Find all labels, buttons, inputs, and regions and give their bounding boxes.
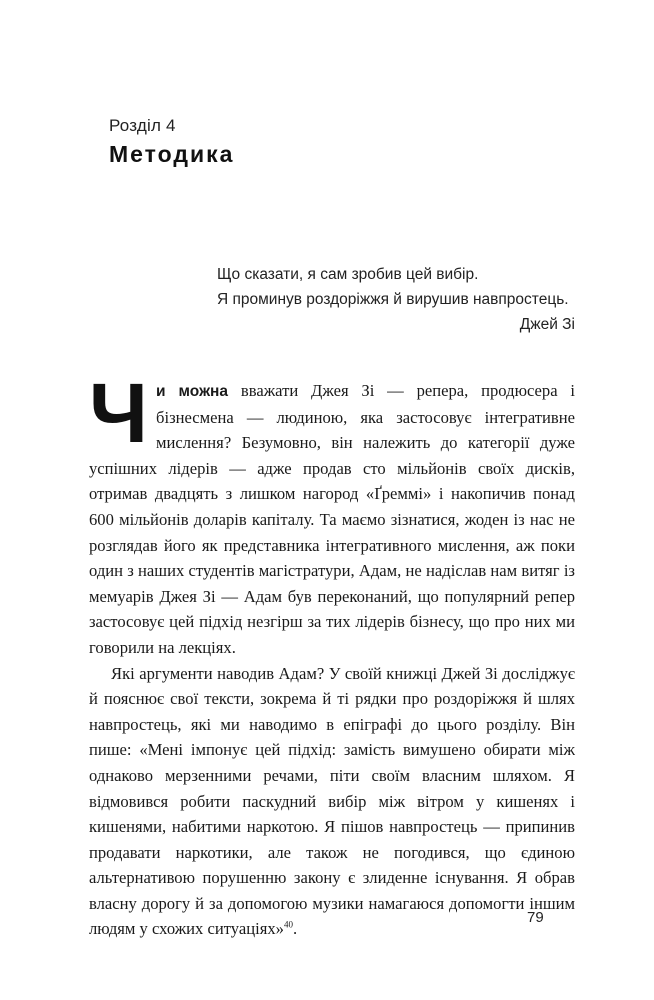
page-number: 79 [527,909,544,926]
lead-words: и можна [156,383,229,400]
paragraph-1-text: вважати Джея Зі — репера, продюсера і бізнесмена — людиною, яка застосовує інтегративне мислення? Безумовно, він належить до категорії дуже успішних лідерів — адже продав сто мільйонів своїх дисків, отримав двадцять з лишком нагород «Ґреммі» і накопичив понад 600 мільйонів доларів капіталу. Та маємо зізнатися, жоден із нас не розглядав його як представника інтегративного мислення, аж поки один з наших студентів магістратури, Адам, не надіслав нам витяг із мемуарів Джея Зі — Адам був переконаний, що популярний репер застосовує цей підхід незгірш за тих лідерів бізнесу, що про них ми говорили на лекціях. [89,381,575,657]
paragraph-1 [89,366,575,661]
chapter-label: Розділ 4 [109,116,176,135]
footnote-reference: 40 [283,919,293,930]
paragraph-2-end: . [292,919,298,939]
drop-cap: Ч [89,366,149,460]
chapter-title: Методика [109,141,235,167]
body-text [89,366,575,942]
paragraph-2 [89,661,575,943]
paragraph-2-text: Які аргументи наводив Адам? У своїй книжці Джей Зі досліджує й пояснює свої тексти, зокрема й ті рядки про роздоріжжя й шлях навпростець, які ми наводимо в епіграфі до цього розділу. Він пише: «Мені імпонує цей підхід: замість вимушено обирати між однаково мерзенними речами, піти своїм власним шляхом. Я відмовився робити паскудний вибір між вітром у кишенях і кишенями, набитими наркотою. Я пішов навпростець — припинив продавати наркотики, але також не погодився, що єдиною альтернативою порушенню закону є злиденне існування. Я обрав власну дорогу й за допомогою музики намагаюся допомогти іншим людям у схожих ситуаціях» [89,663,575,939]
epigraph [217,262,575,337]
epigraph-author: Джей Зі [519,316,575,333]
epigraph-line-2: Я проминув роздоріжжя й вирушив навпростець. [217,291,569,308]
epigraph-line-1: Що сказати, я сам зробив цей вибір. [217,266,479,283]
